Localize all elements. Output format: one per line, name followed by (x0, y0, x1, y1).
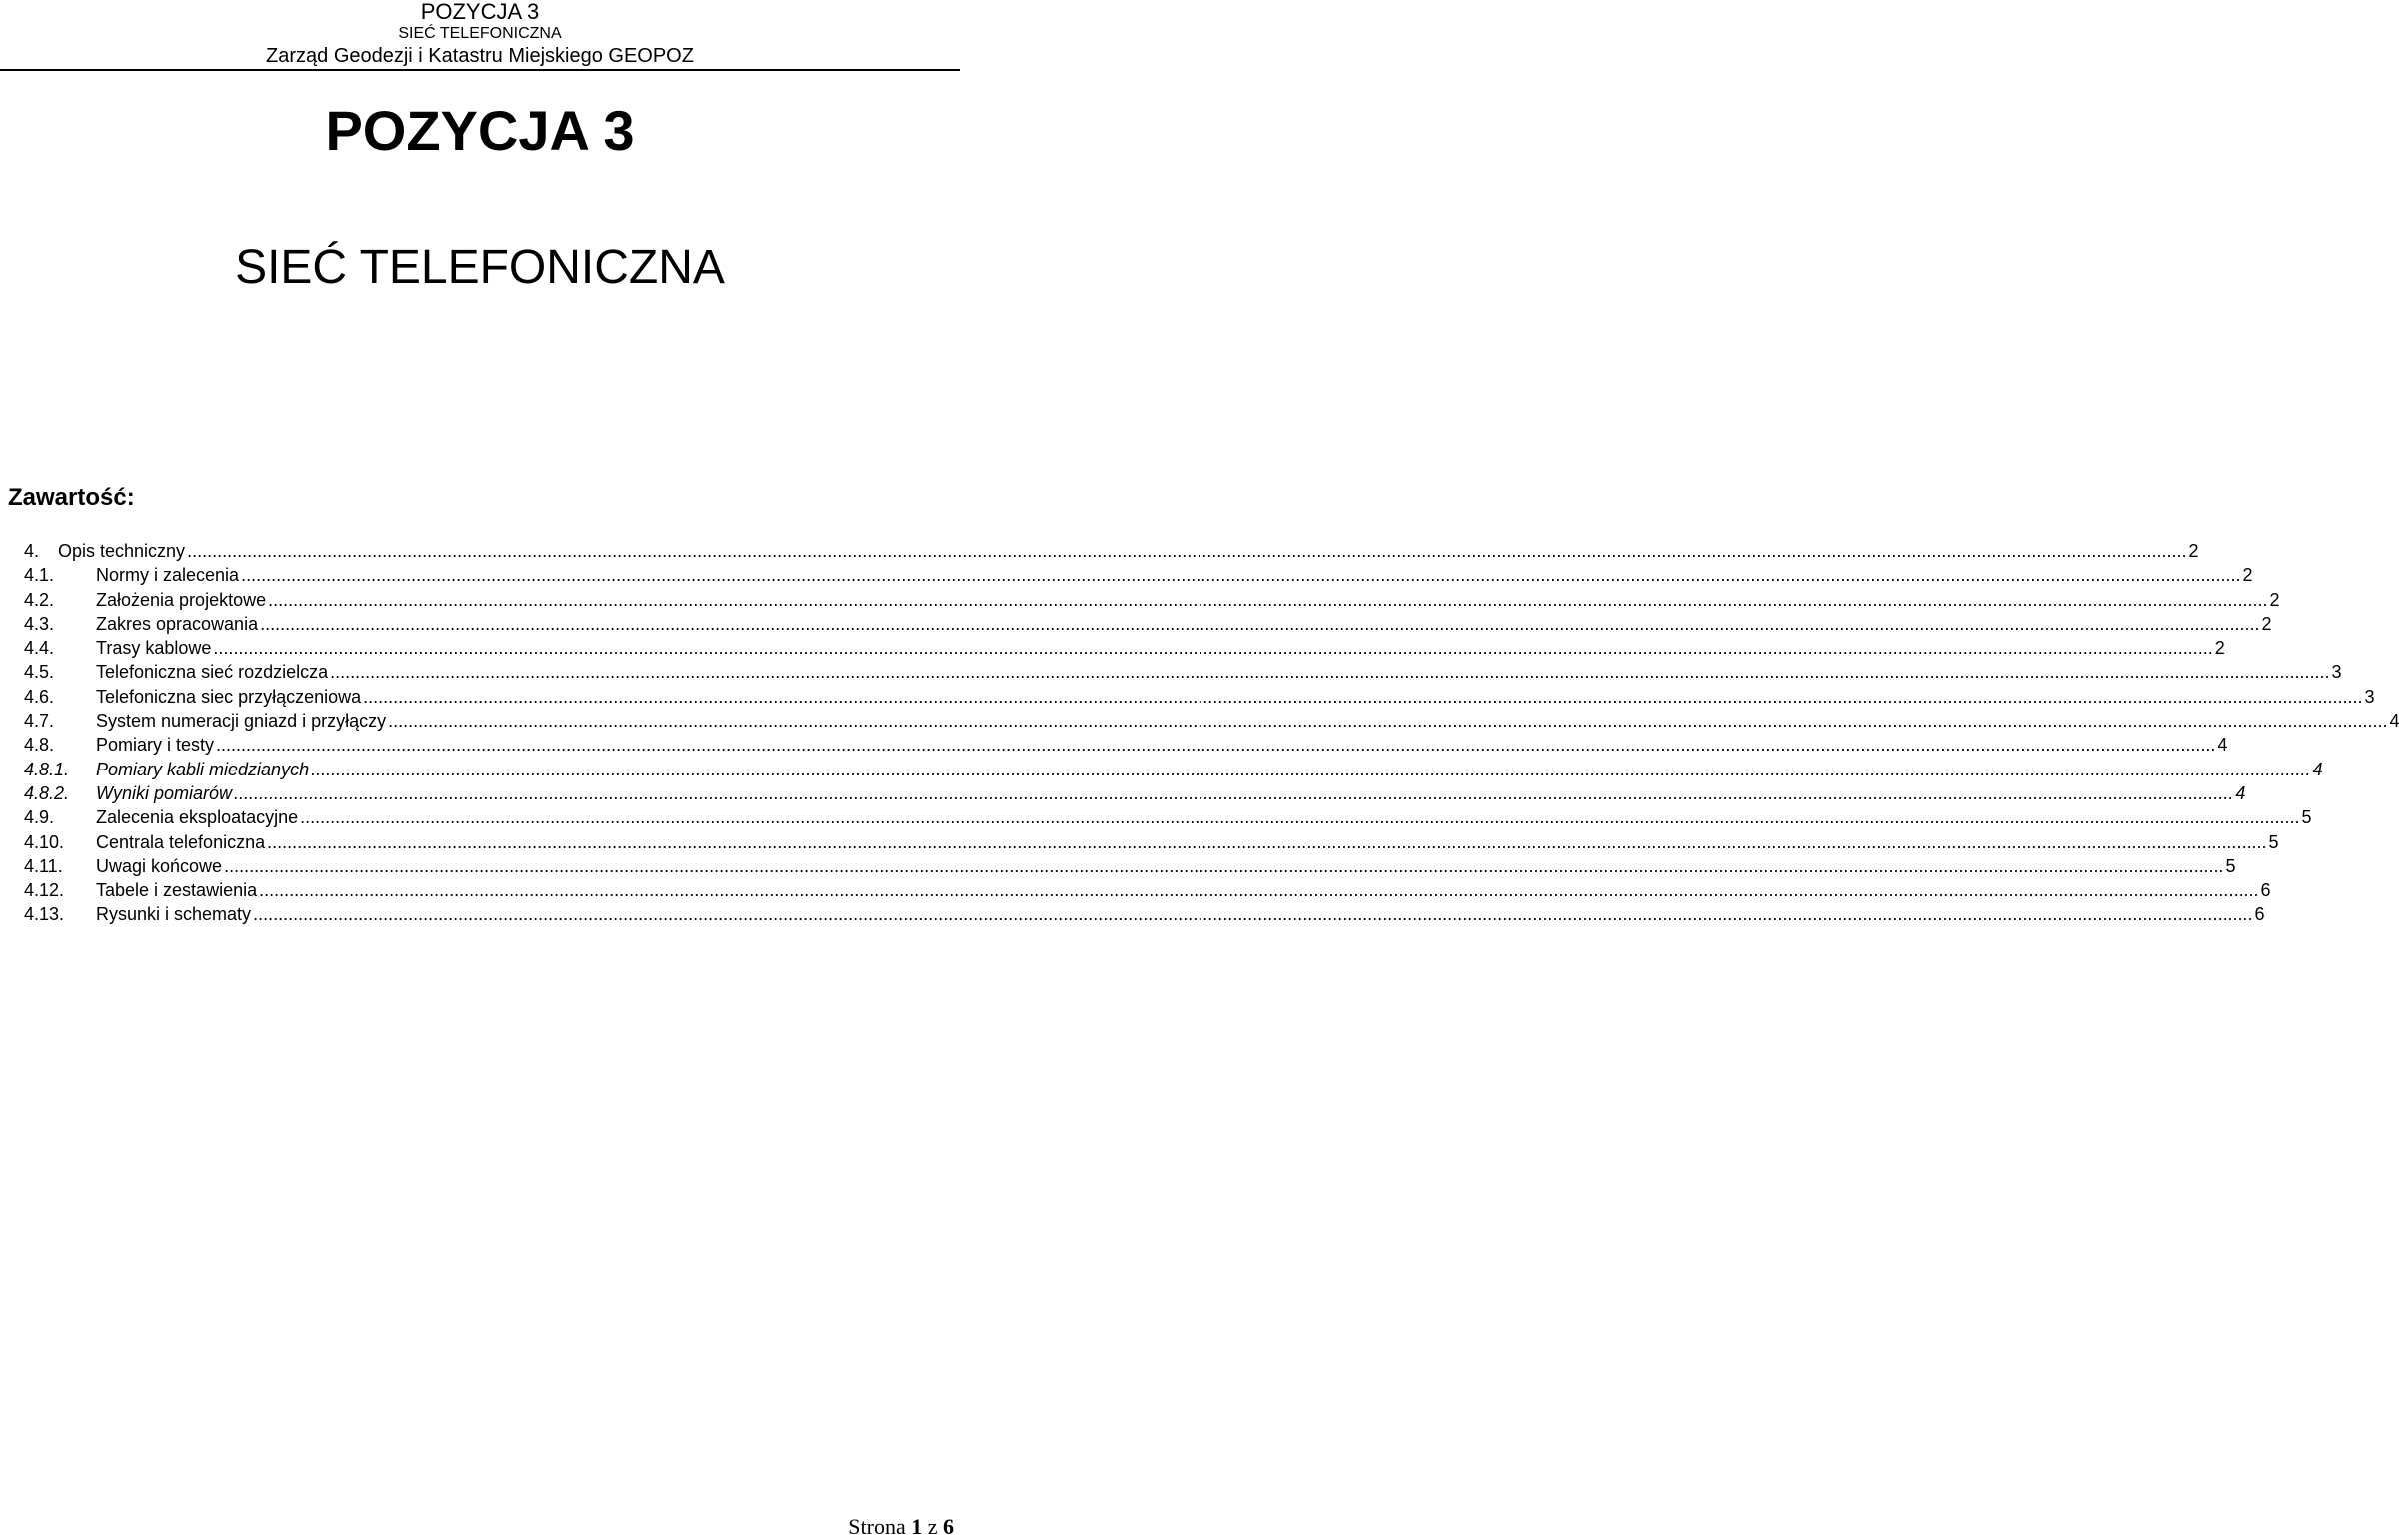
toc-entry-title: Pomiary i testy (96, 735, 215, 756)
toc-dot-leader: ................................................................................................................................................................................................................................................................................................................................................................................................................ (187, 541, 2187, 561)
toc-entry[interactable] (24, 782, 2246, 806)
toc-entry-number: 4.8.2. (24, 782, 70, 803)
toc-entry-number: 4.5. (24, 662, 55, 683)
toc-entry[interactable] (24, 686, 2375, 710)
toc-entry[interactable] (24, 540, 2199, 564)
toc-entry-page: 5 (2268, 831, 2279, 852)
toc-entry-title: Uwagi końcowe (96, 855, 223, 876)
toc-entry-title: Zalecenia eksploatacyjne (96, 807, 299, 828)
toc-heading: Zawartość: (8, 484, 135, 511)
header-section: SIEĆ TELEFONICZNA (398, 25, 562, 42)
toc-entry-page: 6 (2254, 904, 2265, 925)
toc-entry-title: Telefoniczna sieć rozdzielcza (96, 662, 329, 683)
page-title: POZYCJA 3 (325, 99, 635, 162)
toc-entry-page: 6 (2260, 880, 2271, 901)
footer-prefix: Strona (848, 1514, 906, 1539)
toc-entry-number: 4.11. (24, 855, 63, 876)
toc-entry-number: 4.10. (24, 831, 65, 852)
toc-entry-page: 2 (2242, 565, 2253, 586)
toc-dot-leader: ................................................................................................................................................................................................................................................................................................................................................................................................................ (363, 686, 2363, 707)
toc-dot-leader: ................................................................................................................................................................................................................................................................................................................................................................................................................ (224, 855, 2224, 876)
footer-total-pages: 6 (943, 1514, 954, 1539)
toc-dot-leader: ................................................................................................................................................................................................................................................................................................................................................................................................................ (259, 880, 2259, 901)
toc-entry-number: 4.8.1. (24, 759, 70, 779)
toc-entry[interactable] (24, 734, 2228, 758)
toc-entry-title: Pomiary kabli miedzianych (96, 759, 310, 779)
toc-entry-page: 5 (2225, 855, 2236, 876)
table-of-contents (24, 540, 2400, 928)
toc-entry-title: System numeracji gniazd i przyłączy (96, 711, 387, 732)
toc-entry[interactable] (24, 613, 2272, 637)
toc-dot-leader: ................................................................................................................................................................................................................................................................................................................................................................................................................ (260, 613, 2260, 634)
toc-entry-page: 2 (2214, 638, 2225, 659)
footer-separator: z (927, 1514, 938, 1539)
toc-dot-leader: ................................................................................................................................................................................................................................................................................................................................................................................................................ (267, 831, 2267, 852)
toc-entry-title: Rysunki i schematy (96, 904, 252, 925)
toc-entry-page: 3 (2364, 686, 2375, 707)
toc-entry-number: 4.4. (24, 638, 55, 659)
toc-entry-number: 4. (24, 541, 40, 561)
toc-entry-page: 3 (2331, 662, 2342, 683)
toc-entry-number: 4.13. (24, 904, 65, 925)
toc-entry-title: Zakres opracowania (96, 613, 259, 634)
toc-dot-leader: ................................................................................................................................................................................................................................................................................................................................................................................................................ (311, 759, 2311, 779)
toc-entry[interactable] (24, 759, 2323, 782)
header-divider (0, 69, 960, 71)
toc-entry[interactable] (24, 589, 2280, 613)
toc-entry[interactable] (24, 637, 2225, 661)
toc-entry[interactable] (24, 564, 2253, 588)
page-subtitle: SIEĆ TELEFONICZNA (235, 241, 725, 294)
toc-dot-leader: ................................................................................................................................................................................................................................................................................................................................................................................................................ (253, 904, 2253, 925)
toc-entry[interactable] (24, 806, 2312, 830)
toc-dot-leader: ................................................................................................................................................................................................................................................................................................................................................................................................................ (330, 662, 2330, 683)
toc-entry-title: Normy i zalecenia (96, 565, 240, 586)
toc-entry-title: Założenia projektowe (96, 589, 267, 610)
toc-entry-page: 2 (2261, 613, 2272, 634)
toc-entry-title: Telefoniczna siec przyłączeniowa (96, 686, 362, 707)
toc-entry-title: Opis techniczny (58, 541, 186, 561)
footer-current-page: 1 (911, 1514, 923, 1539)
toc-entry-number: 4.12. (24, 880, 65, 901)
toc-entry-page: 2 (2188, 541, 2199, 561)
toc-entry-page: 2 (2269, 589, 2280, 610)
toc-dot-leader: ................................................................................................................................................................................................................................................................................................................................................................................................................ (234, 782, 2234, 803)
toc-entry[interactable] (24, 831, 2279, 855)
toc-entry[interactable] (24, 879, 2271, 903)
toc-entry-page: 4 (2312, 759, 2323, 779)
toc-entry-number: 4.7. (24, 711, 55, 732)
toc-entry[interactable] (24, 855, 2236, 879)
toc-dot-leader: ................................................................................................................................................................................................................................................................................................................................................................................................................ (213, 638, 2213, 659)
toc-entry-title: Wyniki pomiarów (96, 782, 233, 803)
toc-entry-title: Centrala telefoniczna (96, 831, 266, 852)
toc-entry-page: 4 (2235, 782, 2246, 803)
toc-entry-number: 4.6. (24, 686, 55, 707)
toc-entry[interactable] (24, 710, 2400, 734)
header-position: POZYCJA 3 (420, 0, 540, 24)
toc-entry-number: 4.8. (24, 735, 55, 756)
toc-entry-title: Trasy kablowe (96, 638, 212, 659)
toc-entry-page: 4 (2389, 711, 2400, 732)
toc-entry-page: 5 (2301, 807, 2312, 828)
toc-entry-title: Tabele i zestawienia (96, 880, 258, 901)
toc-entry-number: 4.3. (24, 613, 55, 634)
toc-entry[interactable] (24, 661, 2342, 685)
toc-dot-leader: ................................................................................................................................................................................................................................................................................................................................................................................................................ (268, 589, 2268, 610)
toc-dot-leader: ................................................................................................................................................................................................................................................................................................................................................................................................................ (241, 565, 2241, 586)
header-organization: Zarząd Geodezji i Katastru Miejskiego GEOPOZ (266, 45, 694, 67)
toc-dot-leader: ................................................................................................................................................................................................................................................................................................................................................................................................................ (300, 807, 2300, 828)
toc-entry-number: 4.2. (24, 589, 55, 610)
toc-entry-page: 4 (2217, 735, 2228, 756)
toc-entry[interactable] (24, 903, 2265, 927)
page-header (0, 0, 960, 68)
toc-dot-leader: ................................................................................................................................................................................................................................................................................................................................................................................................................ (216, 735, 2216, 756)
toc-entry-number: 4.9. (24, 807, 55, 828)
page-number-footer (848, 1514, 954, 1540)
toc-dot-leader: ................................................................................................................................................................................................................................................................................................................................................................................................................ (388, 711, 2388, 732)
toc-entry-number: 4.1. (24, 565, 55, 586)
